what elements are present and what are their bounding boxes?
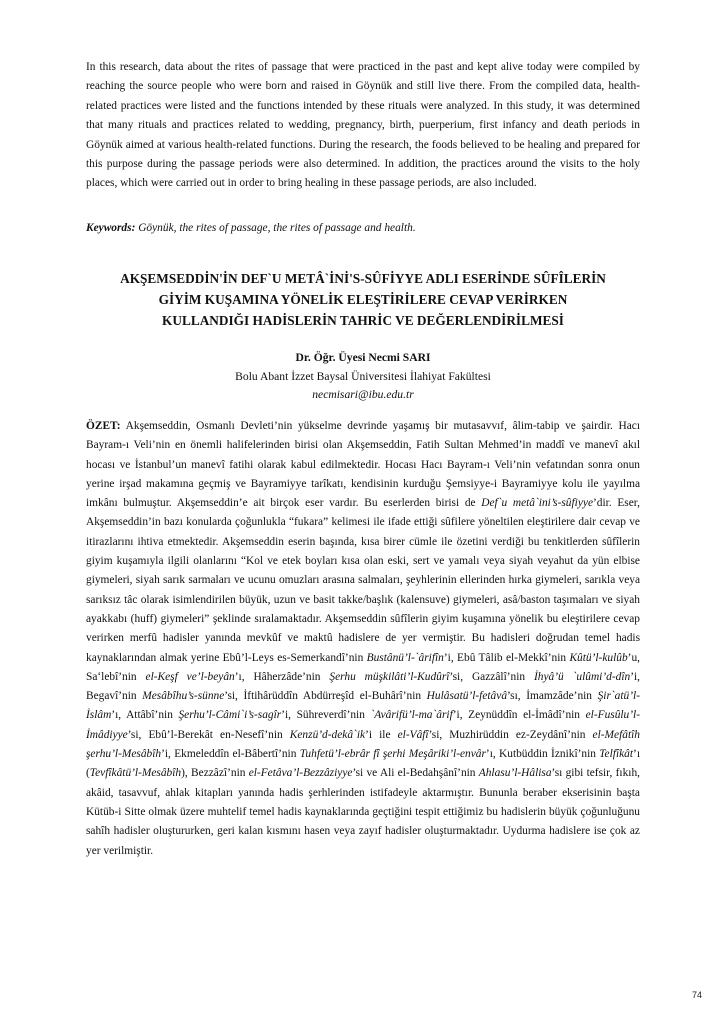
- abstract-text: Akşemseddin, Osmanlı Devleti’nin yükselme devrinde yaşamış bir mutasavvıf, âlim-tabip ve şairdir. Hacı Bayram-ı Veli’nin en önemli halifelerinden birisi olan Akşemseddin, Fatih Sultan Mehmed’in maddî ve manevî akıl hocası ve İstanbul’un manevî fatihi olarak kabul edilmektedir. Hocası Hacı Bayram-ı Veli’nin vefatından sonra onun yerine irşad makamına geçmiş ve Bayramiyye tarîkatı, kendisinin kurduğu Şemsiyye-i Bayramiyye kolu ile yayılma imkânı bulmuştur. Akşemseddin’e ait birçok eser vardır. Bu eserlerden birisi de: [86, 420, 640, 510]
- abstract-text: ’sı gibi tefsir, fıkıh, akâid, tasavvuf, ahlak kitapları yanında hadis şerhlerinden istifadeyle aktarmıştır. Bununla beraber ekserisinin başta Kütüb-i Sitte olmak üzere muhtelif temel hadis kaynaklarında geçtiğini tespit ettiğimiz bu hadislerin büyük çoğunluğunu sahîh hadisler oluştururken, geri kalan kısmını hasen veya zayıf hadisler oluşturmaktadır. Uydurma hadislere ise çok az yer verilmiştir.: [86, 767, 640, 857]
- abstract-text: ’i ile: [365, 728, 398, 741]
- abstract-text: ), Bezzâzî’nin: [181, 767, 249, 780]
- work-title: el-Fetâva’l-Bezzâziyye: [248, 767, 353, 780]
- work-title: Def`u metâ`ini’s-sûfiyye: [481, 497, 593, 510]
- work-title: Kûtü’l-kulûb: [569, 651, 628, 664]
- author-name: Dr. Öğr. Üyesi Necmi SARI: [295, 351, 431, 364]
- english-abstract: In this research, data about the rites of passage that were practiced in the past and kept alive today were compiled by reaching the source people who were born and raised in Göynük and still live there. From the compiled data, health-related practices were listed and the functions intended by these rituals were analyzed. In this study, it was determined that many rituals and practices related to wedding, pregnancy, birth, puerperium, first infancy and death periods in Göynük aimed at various health-related functions. During the research, the foods believed to be healing and prepared for this purpose during the passage periods were also determined. In addition, the practices around the visits to the holy places, which were carried out in order to bring healing in these passage periods, are also included.: [86, 61, 640, 190]
- work-title: İhyâ’ü `ulûmi’d-dîn: [533, 670, 631, 683]
- title-line: GİYİM KUŞAMINA YÖNELİK ELEŞTİRİLERE CEVAP VERİRKEN: [158, 292, 568, 307]
- work-title: Kenzü’d-dekâ`ik: [289, 728, 366, 741]
- work-title: Telfîkât: [599, 748, 634, 761]
- work-title: Şir`atü’l-İslâm: [86, 690, 640, 722]
- work-title: `Avârifü’l-ma`ârif: [370, 709, 453, 722]
- keywords: [86, 219, 640, 237]
- abstract-text: ’si ve Ali el-Bedahşânî’nin: [352, 767, 479, 780]
- work-title: Bustânü’l-`ârifîn: [366, 651, 444, 664]
- abstract-text: ’u, Sa‘lebî’nin: [86, 651, 640, 683]
- work-title: Tevfîkâtü’l-Mesâbîh: [89, 767, 182, 780]
- title-line: KULLANDIĞI HADİSLERİN TAHRİC VE DEĞERLENDİRİLMESİ: [162, 313, 564, 328]
- keywords-label: Keywords:: [86, 222, 136, 234]
- abstract-text: ’si, Ebû’l-Berekât en-Nesefî’nin: [127, 728, 290, 741]
- abstract-text: ’i, Sühreverdî’nin: [281, 709, 371, 722]
- author-affiliation: Bolu Abant İzzet Baysal Üniversitesi İlahiyat Fakültesi: [235, 370, 491, 383]
- abstract-text: ’i, Ekmeleddîn el-Bâbertî’nin: [161, 748, 300, 761]
- abstract-text: ’sı, İmamzâde’nin: [507, 690, 598, 703]
- work-title: el-Fusûlu’l-İmâdiyye: [86, 709, 640, 741]
- work-title: Şerhu’l-Câmi`i’s-sagîr: [178, 709, 282, 722]
- abstract-text: ’i, Ebû Tâlib el-Mekkî’nin: [443, 651, 570, 664]
- abstract-text: ’si, Muzhirüddin ez-Zeydânî’nin: [428, 728, 593, 741]
- abstract-text: ’ı, Attâbî’nin: [111, 709, 179, 722]
- work-title: el-Mefâtîh şerhu’l-Mesâbîh: [86, 728, 640, 761]
- work-title: el-Vâfî: [397, 728, 429, 741]
- abstract-text: ’ı (: [86, 748, 640, 780]
- ozet-label: ÖZET:: [86, 420, 121, 432]
- work-title: Hulâsatü’l-fetâvâ: [426, 690, 508, 703]
- abstract-text: ’ı, Hâherzâde’nin: [234, 670, 330, 683]
- abstract-text: ’dir. Eser, Akşemseddin’in bazı konularda çoğunlukla “fukara” kelimesi ile ifade ettiği sûfilere yöneltilen eleştirilere dair cevap ve itirazlarını ihtiva etmektedir. Akşemseddin eserin başında, kısa birer cümle ile özetini verdiği bu tenkitlerden sûfîlerin giyim kuşamıyla ilgili olanlarını “Kol ve etek boyları kısa olan eski, sert ve yamalı veya siyah veyahut da yün elbise giymeleri, siyah sarık sarmaları ve ucunu omuzları arasına salmaları, şeyhlerinin ellerinden hırka giymeleri, sarıkla veya sarıksız tâc olarak isimlendirilen büyük, uzun ve basit takke/başlık (kalensuve) giymeleri, asâ/baston taşımaları ve siyah ayakkabı (huff) giymeleri” şeklinde sıralamaktadır. Akşemseddin sûfîlerin giyim kuşamına yönelik bu eleştirilere cevap verirken merfû hadisler yanında mevkûf ve maktû hadislere de yer vermiştir. Bu hadisleri doğrudan temel hadis kaynaklarından almak yerine Ebû’l-Leys es-Semerkandî’nin: [86, 497, 640, 664]
- turkish-abstract: [86, 417, 640, 861]
- work-title: Tuhfetü’l-ebrâr fî şerhi Meşâriki’l-envâr: [299, 748, 486, 761]
- abstract-text: ’ı, Kutbüddin İznikî’nin: [485, 748, 600, 761]
- abstract-text: ’i, Begavî’nin: [86, 670, 640, 703]
- abstract-text: ’si, İftihârüddîn Abdürreşîd el-Buhârî’nin: [224, 690, 427, 703]
- work-title: Mesâbîhu’s-sünne: [142, 690, 225, 703]
- page-number: 74: [692, 990, 703, 1000]
- author-email: necmisari@ibu.edu.tr: [312, 388, 414, 401]
- title-line: AKŞEMSEDDİN'İN DEF`U METÂ`İNİ'S-SÛFİYYE ADLI ESERİNDE SÛFÎLERİN: [120, 271, 606, 286]
- work-title: el-Keşf ve’l-beyân: [145, 670, 235, 683]
- keywords-text: Göynük, the rites of passage, the rites of passage and health.: [135, 222, 416, 234]
- work-title: Ahlasu’l-Hâlisa: [478, 767, 552, 780]
- work-title: Şerhu müşkilâti’l-Kudûrî: [329, 670, 450, 683]
- abstract-text: ’i, Zeynüddîn el-İmâdî’nin: [452, 709, 586, 722]
- abstract-text: ’si, Gazzâlî’nin: [449, 670, 534, 683]
- article-title: [86, 268, 640, 331]
